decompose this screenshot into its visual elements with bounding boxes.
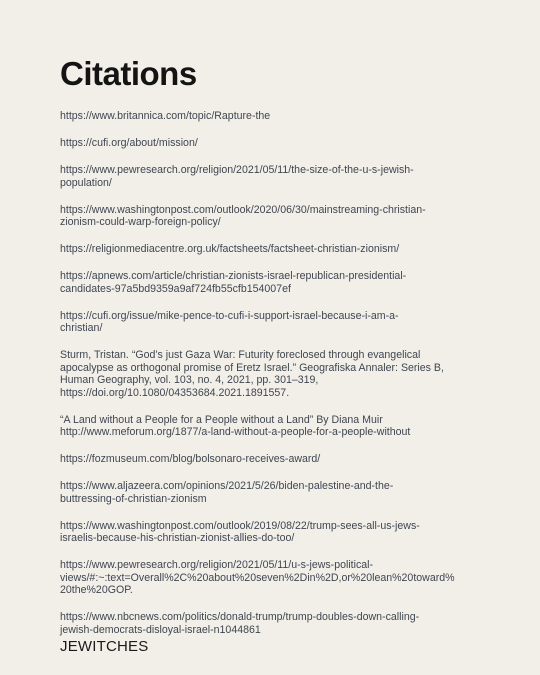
citation-item: https://www.washingtonpost.com/outlook/2020/06/30/mainstreaming-christian- zionism-could-warp-foreign-policy/ [60,203,426,228]
citation-item: https://www.britannica.com/topic/Rapture-the [60,110,271,122]
citation-item: https://cufi.org/issue/mike-pence-to-cufi-i-support-israel-because-i-am-a- christian/ [60,309,399,334]
citations-page [60,0,490,675]
citation-item: “A Land without a People for a People without a Land” By Diana Muir http://www.meforum.org/1877/a-land-without-a-people-for-a-people-without [60,413,411,438]
citation-item: https://www.pewresearch.org/religion/2021/05/11/u-s-jews-political- views/#:~:text=Overall%2C%20about%20seven%2Din%2D,or%20lean%20toward% 20the%20GOP. [60,559,455,596]
citation-item: https://www.pewresearch.org/religion/2021/05/11/the-size-of-the-u-s-jewish- population/ [60,164,414,189]
page-title: Citations [60,55,197,92]
citation-item: https://www.washingtonpost.com/outlook/2019/08/22/trump-sees-all-us-jews- israelis-because-his-christian-zionist-allies-do-too/ [60,519,420,544]
citation-item: https://fozmuseum.com/blog/bolsonaro-receives-award/ [60,453,321,465]
citation-item: https://www.nbcnews.com/politics/donald-trump/trump-doubles-down-calling- jewish-democrats-disloyal-israel-n1044861 [60,611,420,636]
citation-item: https://www.aljazeera.com/opinions/2021/5/26/biden-palestine-and-the- buttressing-of-christian-zionism [60,480,394,505]
citation-item: https://cufi.org/about/mission/ [60,137,198,149]
citation-item: https://religionmediacentre.org.uk/factsheets/factsheet-christian-zionism/ [60,243,400,255]
citation-item: Sturm, Tristan. “God’s just Gaza War: Futurity foreclosed through evangelical apocalypse as orthogonal promise of Eretz Israel.” Geografiska Annaler: Series B, Human Geography, vol. 103, no. 4, 2021, pp. 301–319, https://doi.org/10.1080/04353684.2021.1891557. [60,349,444,399]
brand-footer: JEWITCHES [60,638,149,655]
citation-item: https://apnews.com/article/christian-zionists-israel-republican-presidential- candidates-97a5bd9359a9af724fb55cfb154007ef [60,270,407,295]
citation-list [60,110,490,651]
